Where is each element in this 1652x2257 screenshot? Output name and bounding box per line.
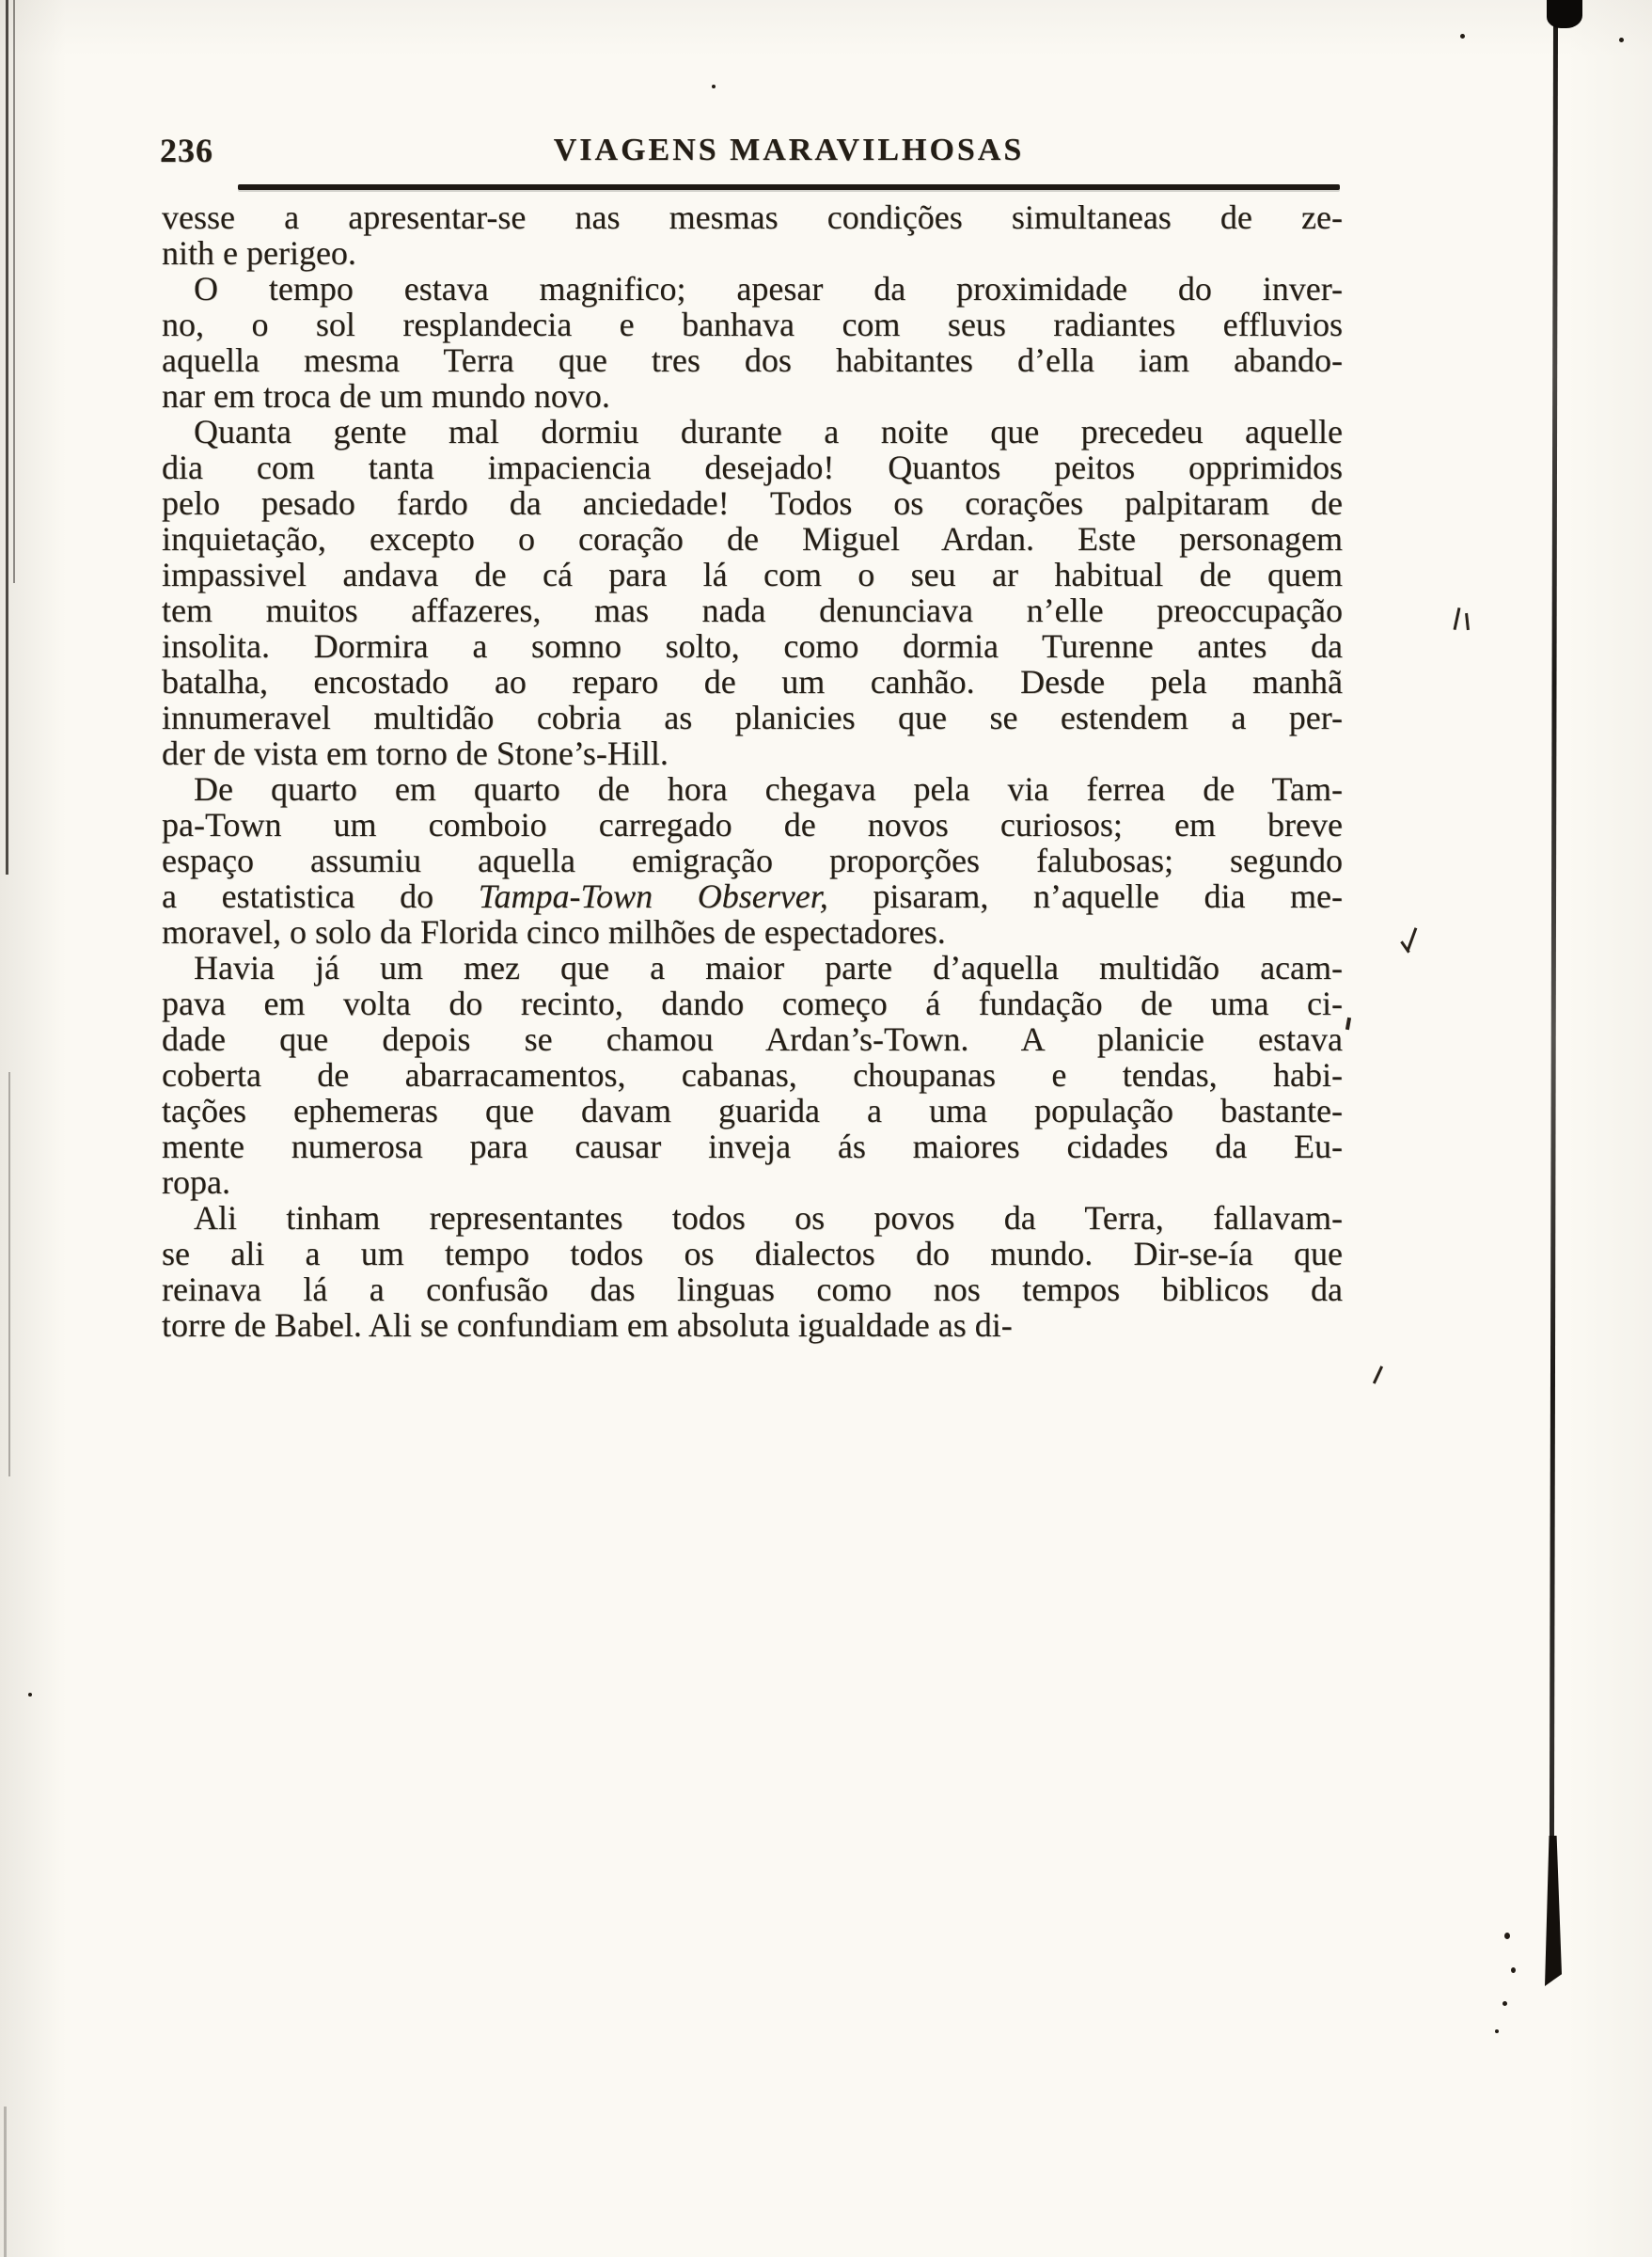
scan-artifact-left-edge-line — [8, 1072, 10, 1476]
scan-artifact-right-edge-line — [1550, 21, 1558, 1972]
text-line: der de vista em torno de Stone’s-Hill. — [162, 734, 669, 772]
text-line: se ali a um tempo todos os dialectos do mundo. Dir-se-ía que — [162, 1235, 1343, 1272]
paragraph — [162, 271, 1343, 414]
text-line: nar em troca de um mundo novo. — [162, 377, 610, 415]
text-line: Quanta gente mal dormiu durante a noite que precedeu aquelle — [194, 413, 1343, 450]
text-line: De quarto em quarto de hora chegava pela via ferrea de Tam- — [194, 770, 1343, 808]
text-line: reinava lá a confusão das linguas como nos tempos biblicos da — [162, 1271, 1343, 1308]
text-line: inquietação, excepto o coração de Miguel Ardan. Este personagem — [162, 520, 1343, 558]
scan-artifact-stroke — [1454, 608, 1461, 630]
text-line: torre de Babel. Ali se confundiam em absoluta igualdade as di- — [162, 1306, 1013, 1344]
scan-artifact-left-edge-line — [6, 0, 8, 875]
text-line: no, o sol resplandecia e banhava com seus radiantes effluvios — [162, 306, 1343, 343]
text-line: tem muitos affazeres, mas nada denunciava n’elle preoccupação — [162, 592, 1343, 629]
text-line: aquella mesma Terra que tres dos habitantes d’ella iam abando- — [162, 341, 1343, 379]
paragraph — [162, 771, 1343, 950]
text-line: pava em volta do recinto, dando começo á fundação de uma ci- — [162, 985, 1343, 1022]
text-line: Havia já um mez que a maior parte d’aquella multidão acam- — [194, 949, 1343, 986]
page-body — [162, 199, 1343, 1343]
text-segment: a estatistica do — [162, 877, 479, 915]
paragraph — [162, 414, 1343, 771]
text-line: vesse a apresentar-se nas mesmas condições simultaneas de ze- — [162, 198, 1343, 236]
text-line: innumeravel multidão cobria as planicies que se estendem a per- — [162, 699, 1343, 736]
page-number: 236 — [160, 132, 213, 169]
text-line: Ali tinham representantes todos os povos da Terra, fallavam- — [194, 1199, 1343, 1237]
scan-artifact-speck — [712, 85, 716, 88]
header-rule — [238, 184, 1340, 190]
running-title: VIAGENS MARAVILHOSAS — [553, 133, 1025, 167]
scan-artifact-ink-blob — [1545, 1836, 1562, 1986]
scan-artifact-ink-blob — [1547, 0, 1582, 28]
text-line: insolita. Dormira a somno solto, como dormia Turenne antes da — [162, 627, 1343, 665]
italic-publication-name: Tampa-Town Observer, — [478, 877, 828, 915]
scan-artifact-left-edge-line — [13, 0, 15, 583]
text-segment: pisaram, n’aquelle dia me- — [827, 877, 1343, 915]
text-line: mente numerosa para causar inveja ás maiores cidades da Eu- — [162, 1128, 1343, 1165]
scan-artifact-speck — [1619, 38, 1624, 42]
text-line: pa-Town um comboio carregado de novos curiosos; em breve — [162, 806, 1343, 844]
text-line: espaço assumiu aquella emigração proporções falubosas; segundo — [162, 842, 1343, 879]
paragraph — [162, 1200, 1343, 1343]
text-line: dade que depois se chamou Ardan’s-Town. A planicie estava — [162, 1020, 1343, 1058]
scan-artifact-speck — [1504, 1933, 1510, 1939]
scan-artifact-speck — [1511, 1967, 1516, 1973]
text-line — [162, 878, 1343, 914]
scan-artifact-speck — [28, 1693, 32, 1697]
scan-artifact-speck — [1495, 2029, 1499, 2033]
text-line: pelo pesado fardo da anciedade! Todos os corações palpitaram de — [162, 484, 1343, 522]
scan-artifact-stroke — [1373, 1365, 1383, 1383]
text-line: nith e perigeo. — [162, 234, 356, 272]
paragraph — [162, 950, 1343, 1200]
text-line: batalha, encostado ao reparo de um canhão. Desde pela manhã — [162, 663, 1343, 701]
text-line: tações ephemeras que davam guarida a uma população bastante- — [162, 1092, 1343, 1129]
text-line: dia com tanta impaciencia desejado! Quantos peitos opprimidos — [162, 449, 1343, 486]
scan-artifact-left-edge-line — [4, 2107, 7, 2257]
text-line: moravel, o solo da Florida cinco milhões de espectadores. — [162, 913, 946, 951]
text-line: O tempo estava magnifico; apesar da proximidade do inver- — [194, 270, 1343, 308]
scan-artifact-speck — [1503, 2001, 1507, 2006]
text-line: ropa. — [162, 1163, 230, 1201]
scan-artifact-stroke — [1345, 1018, 1351, 1030]
scan-artifact-speck — [1460, 34, 1465, 39]
text-line: impassivel andava de cá para lá com o seu ar habitual de quem — [162, 556, 1343, 593]
scan-artifact-stroke — [1465, 613, 1470, 630]
paragraph — [162, 199, 1343, 271]
text-line: coberta de abarracamentos, cabanas, choupanas e tendas, habi- — [162, 1056, 1343, 1094]
